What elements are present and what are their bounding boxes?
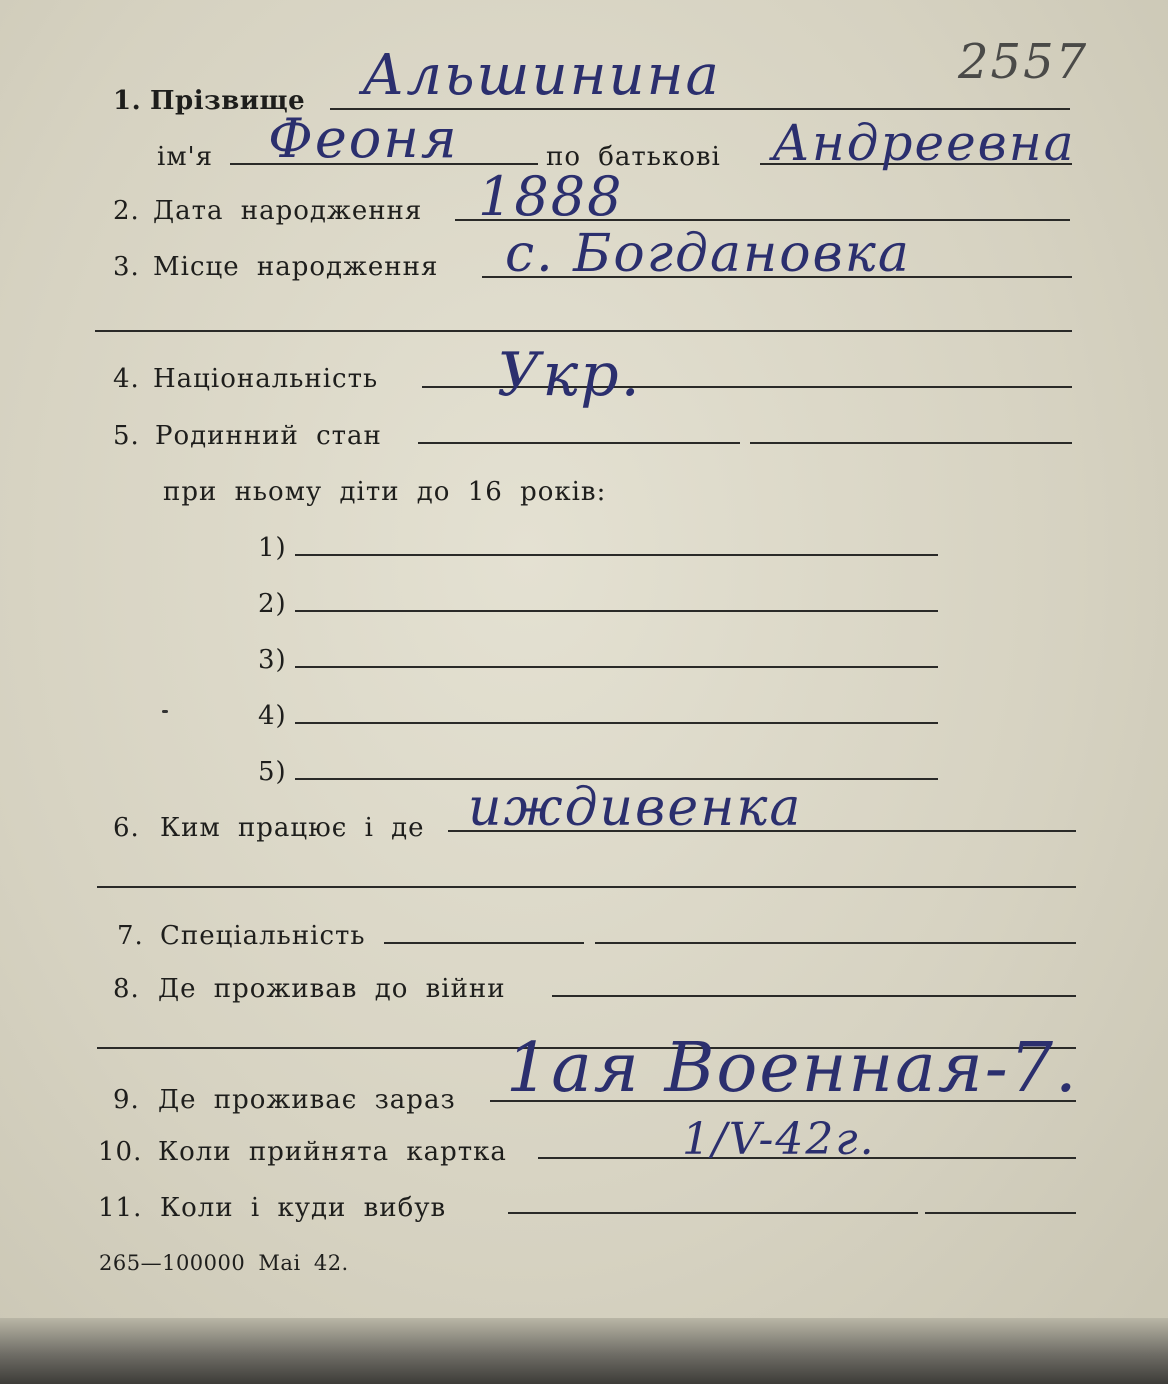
specialty-line-2 <box>595 942 1076 944</box>
surname-value[interactable]: Альшинина <box>362 43 721 108</box>
child-1-line <box>295 554 938 556</box>
departure-line <box>508 1212 918 1214</box>
ink-speck <box>162 710 168 713</box>
birth-date-value[interactable]: 1888 <box>478 165 624 228</box>
child-3-number: 3) <box>258 645 287 675</box>
marital-status-label: Родинний стан <box>155 421 382 451</box>
current-residence-label: Де проживає зараз <box>158 1085 456 1115</box>
child-4-line <box>295 722 938 724</box>
marital-status-line-2 <box>750 442 1072 444</box>
prewar-residence-label: Де проживав до війни <box>158 974 506 1004</box>
field-7-number: 7. <box>117 921 144 951</box>
occupation-value[interactable]: иждивенка <box>468 778 803 838</box>
patronymic-label: по батькові <box>546 142 721 172</box>
patronymic-value[interactable]: Андреевна <box>772 114 1076 172</box>
nationality-label: Національність <box>153 364 379 394</box>
field-5-number: 5. <box>113 421 140 451</box>
children-label: при ньому діти до 16 років: <box>163 477 607 507</box>
field-11-number: 11. <box>98 1193 143 1223</box>
field-2-number: 2. <box>113 196 140 226</box>
field-9-number: 9. <box>113 1085 140 1115</box>
birth-place-value[interactable]: с. Богдановка <box>505 224 911 284</box>
specialty-line <box>384 942 584 944</box>
child-3-line <box>295 666 938 668</box>
card-number: 2557 <box>958 34 1089 90</box>
marital-status-line <box>418 442 740 444</box>
birth-place-line-2 <box>95 330 1072 332</box>
departure-line-2 <box>925 1212 1076 1214</box>
specialty-label: Спеціальність <box>160 921 366 951</box>
child-1-number: 1) <box>258 533 287 563</box>
child-4-number: 4) <box>258 701 287 731</box>
occupation-label: Ким працює і де <box>160 813 425 843</box>
card-bottom-edge <box>0 1318 1168 1384</box>
field-1-number: 1. <box>113 86 142 116</box>
current-residence-value[interactable]: 1ая Военная-7. <box>506 1029 1079 1108</box>
field-6-number: 6. <box>113 813 140 843</box>
print-imprint: 265—100000 Маі 42. <box>99 1251 349 1275</box>
child-2-line <box>295 610 938 612</box>
departure-label: Коли і куди вибув <box>160 1193 447 1223</box>
field-8-number: 8. <box>113 974 140 1004</box>
card-accepted-label: Коли прийнята картка <box>158 1137 507 1167</box>
child-2-number: 2) <box>258 589 287 619</box>
surname-label: Прізвище <box>150 86 306 116</box>
birth-date-label: Дата народження <box>153 196 423 226</box>
birth-place-label: Місце народження <box>153 252 439 282</box>
name-value[interactable]: Феоня <box>268 107 459 170</box>
field-4-number: 4. <box>113 364 140 394</box>
field-3-number: 3. <box>113 252 140 282</box>
field-10-number: 10. <box>98 1137 143 1167</box>
prewar-residence-line <box>552 995 1076 997</box>
child-5-number: 5) <box>258 757 287 787</box>
occupation-line-2 <box>97 886 1076 888</box>
name-label: ім'я <box>157 142 214 172</box>
nationality-value[interactable]: Укр. <box>497 340 642 410</box>
card-accepted-value[interactable]: 1/V-42г. <box>682 1114 876 1165</box>
